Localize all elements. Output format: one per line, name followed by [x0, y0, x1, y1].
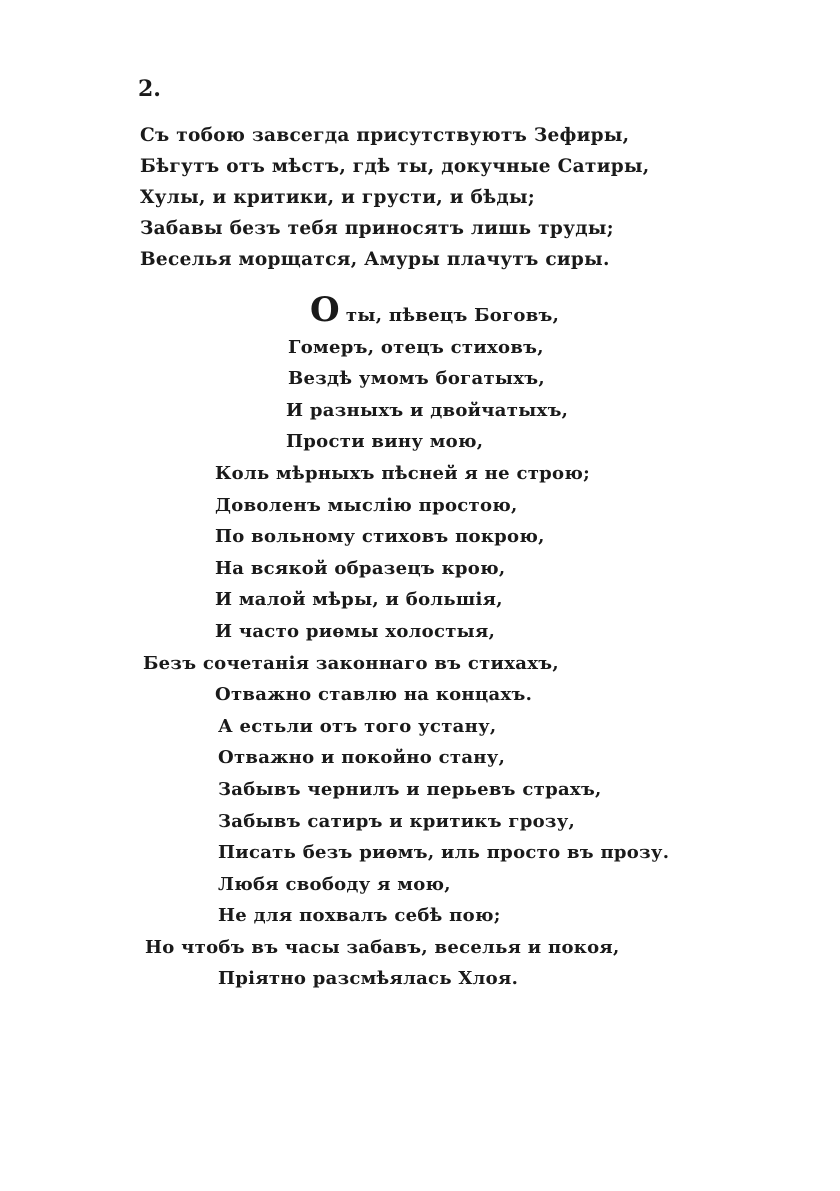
- verse-line: Безъ сочетанія законнаго въ стихахъ,: [143, 652, 559, 674]
- verse-line: Писать безъ риѳмъ, иль просто въ прозу.: [218, 842, 670, 864]
- page-number: 2.: [138, 76, 161, 102]
- verse-line: Вездѣ умомъ богатыхъ,: [288, 368, 545, 390]
- verse-line: Отважно и покойно стану,: [218, 747, 506, 769]
- drop-initial: О: [310, 290, 340, 330]
- verse-line: Бѣгутъ отъ мѣстъ, гдѣ ты, докучные Сатиры,: [140, 156, 650, 177]
- verse-line: Забывъ сатиръ и критикъ грозу,: [218, 810, 576, 832]
- verse-line: И малой мѣры, и большія,: [215, 589, 503, 611]
- verse-line: Доволенъ мыслію простою,: [215, 494, 518, 516]
- verse-line: Пріятно разсмѣялась Хлоя.: [218, 968, 519, 990]
- verse-line: Гомеръ, отецъ стиховъ,: [288, 336, 544, 358]
- verse-line: Прости вину мою,: [286, 431, 484, 453]
- stanza-two: [0, 290, 840, 995]
- verse-line: Забывъ чернилъ и перьевъ страхъ,: [218, 778, 602, 800]
- verse-line: Не для похвалъ себѣ пою;: [218, 905, 501, 927]
- verse-line-first: [310, 290, 840, 332]
- verse-line: И разныхъ и двойчатыхъ,: [286, 399, 569, 421]
- verse-line: На всякой образецъ крою,: [215, 557, 506, 579]
- verse-line: Съ тобою завсегда присутствуютъ Зефиры,: [140, 125, 630, 146]
- verse-line: Отважно ставлю на концахъ.: [215, 684, 533, 706]
- verse-line-first-rest: ты, пѣвецъ Боговъ,: [345, 305, 560, 326]
- verse-line: И часто риѳмы холостыя,: [215, 620, 496, 642]
- verse-line: Веселья морщатся, Амуры плачутъ сиры.: [140, 249, 610, 270]
- verse-line: Хулы, и критики, и грусти, и бѣды;: [140, 187, 536, 208]
- verse-line: Коль мѣрныхъ пѣсней я не строю;: [215, 462, 591, 484]
- verse-line: А естьли отъ того устану,: [218, 715, 497, 737]
- stanza-one: [140, 120, 650, 275]
- verse-line: Любя свободу я мою,: [218, 873, 451, 895]
- verse-line: Но чтобъ въ часы забавъ, веселья и покоя,: [145, 936, 620, 958]
- verse-line: Забавы безъ тебя приносятъ лишь труды;: [140, 218, 614, 239]
- verse-line: По вольному стиховъ покрою,: [215, 526, 545, 548]
